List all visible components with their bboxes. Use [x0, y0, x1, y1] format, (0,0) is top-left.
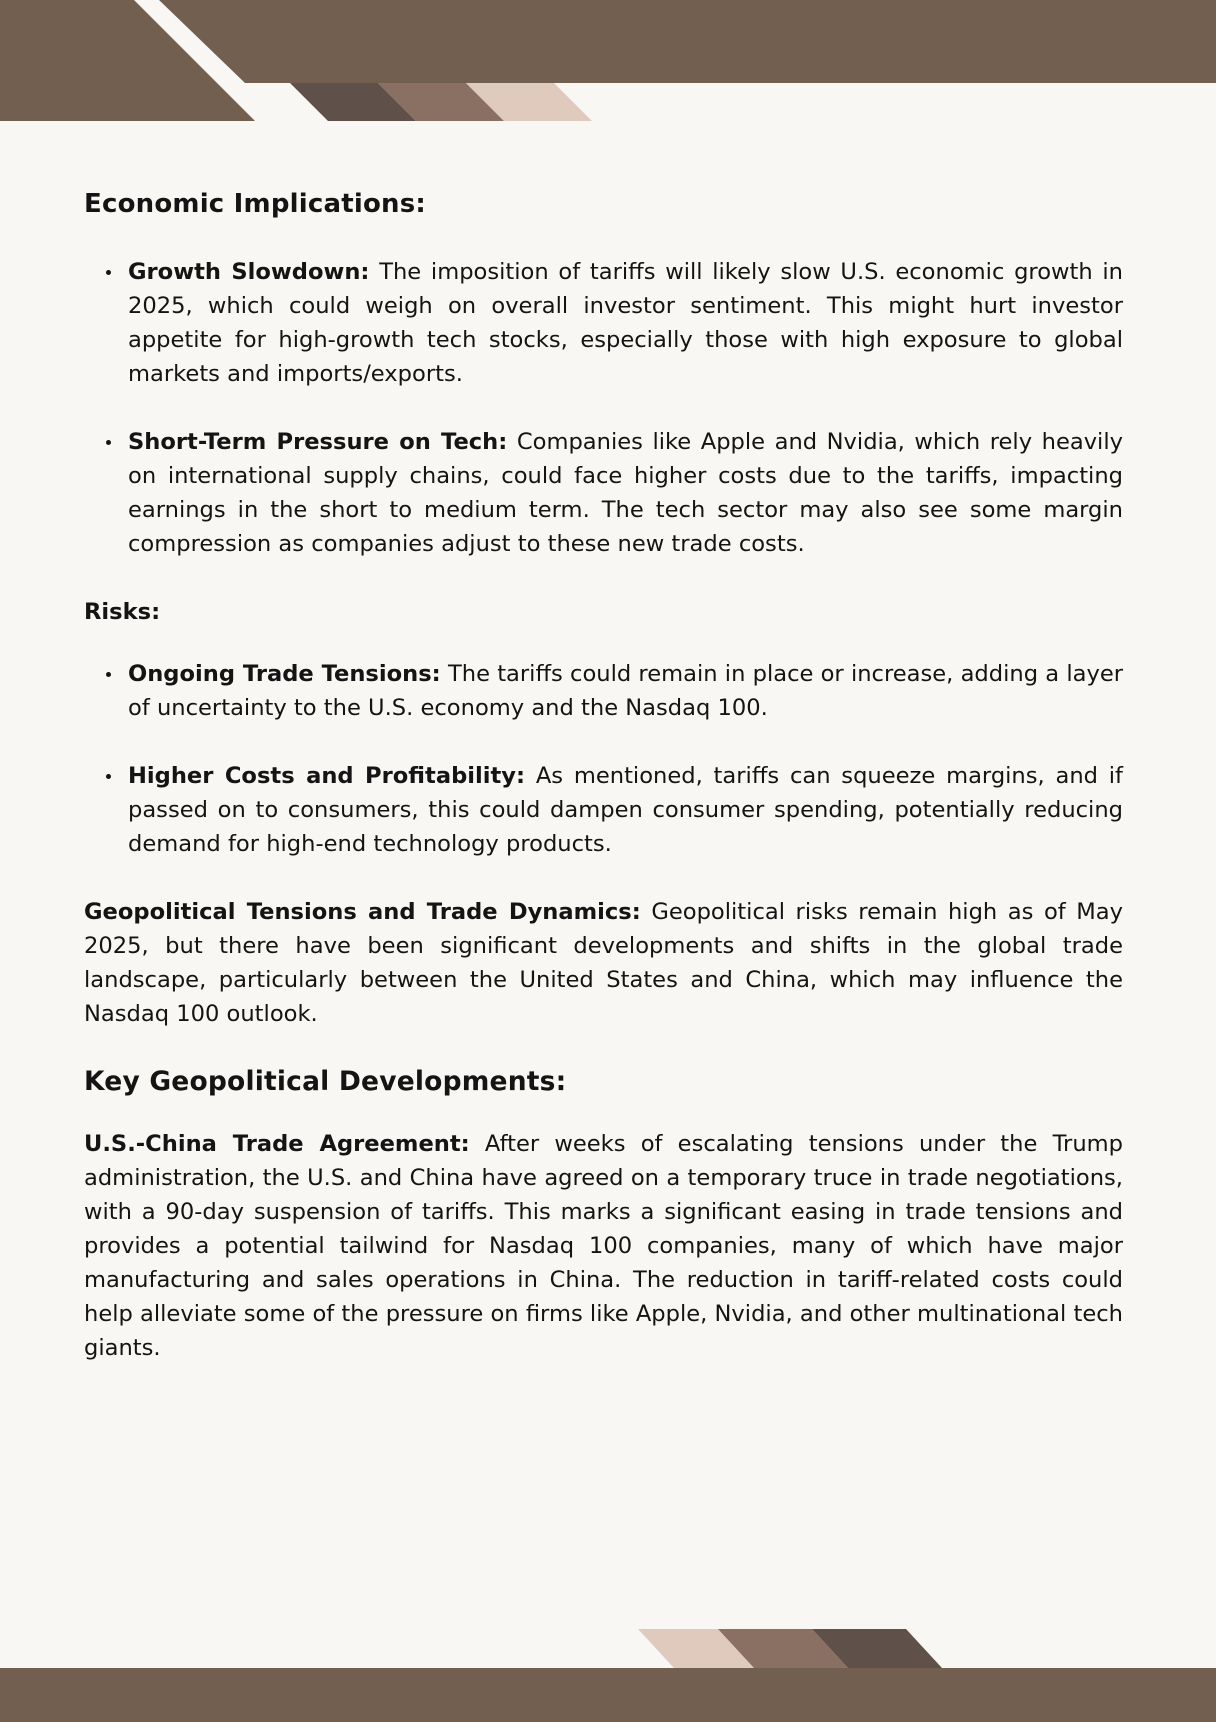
paragraph-text: Geopolitical risks remain high as of May 2025, but there have been significant developments and shifts in the global trade landscape, particularly between the United States and China, which may influence the Nasdaq 100 outlook.: [84, 899, 1123, 1027]
item-text: As mentioned, tariffs can squeeze margins, and if passed on to consumers, this could dampen consumer spending, potentially reducing demand for high-end technology products.: [128, 763, 1123, 857]
document-body: [84, 183, 1123, 1365]
header-band-right: [159, 0, 1216, 83]
list-item: [84, 425, 1123, 561]
trade-agreement-paragraph: [84, 1127, 1123, 1365]
item-label: Short-Term Pressure on Tech:: [128, 429, 508, 455]
economic-implications-list: [84, 255, 1123, 561]
item-label: Ongoing Trade Tensions:: [128, 661, 441, 687]
economic-implications-heading: Economic Implications:: [84, 189, 427, 219]
header-decoration: [0, 0, 1216, 121]
list-item: [84, 255, 1123, 391]
item-text: Companies like Apple and Nvidia, which rely heavily on international supply chains, could face higher costs due to the tariffs, impacting earnings in the short to medium term. The tech sector may also see some margin compression as companies adjust to these new trade costs.: [128, 429, 1123, 557]
paragraph-label: Geopolitical Tensions and Trade Dynamics:: [84, 899, 641, 925]
risks-heading: Risks:: [84, 599, 161, 625]
paragraph-text: After weeks of escalating tensions under the Trump administration, the U.S. and China have agreed on a temporary truce in trade negotiations, with a 90-day suspension of tariffs. This marks a significant easing in trade tensions and provides a potential tailwind for Nasdaq 100 companies, many of which have major manufacturing and sales operations in China. The reduction in tariff-related costs could help alleviate some of the pressure on firms like Apple, Nvidia, and other multinational tech giants.: [84, 1131, 1124, 1361]
footer-band: [0, 1668, 1216, 1722]
item-text: The tariffs could remain in place or increase, adding a layer of uncertainty to the U.S. economy and the Nasdaq 100.: [128, 661, 1124, 721]
item-text: The imposition of tariffs will likely slow U.S. economic growth in 2025, which could weigh on overall investor sentiment. This might hurt investor appetite for high-growth tech stocks, especially those with high exposure to global markets and imports/exports.: [128, 259, 1123, 387]
paragraph-label: U.S.-China Trade Agreement:: [84, 1131, 470, 1157]
geopolitical-paragraph: [84, 895, 1123, 1031]
item-label: Growth Slowdown:: [128, 259, 370, 285]
key-developments-heading: Key Geopolitical Developments:: [84, 1066, 567, 1097]
risks-list: [84, 657, 1123, 861]
footer-decoration: [0, 1629, 1216, 1722]
list-item: [84, 759, 1123, 861]
list-item: [84, 657, 1123, 725]
item-label: Higher Costs and Profitability:: [128, 763, 526, 789]
